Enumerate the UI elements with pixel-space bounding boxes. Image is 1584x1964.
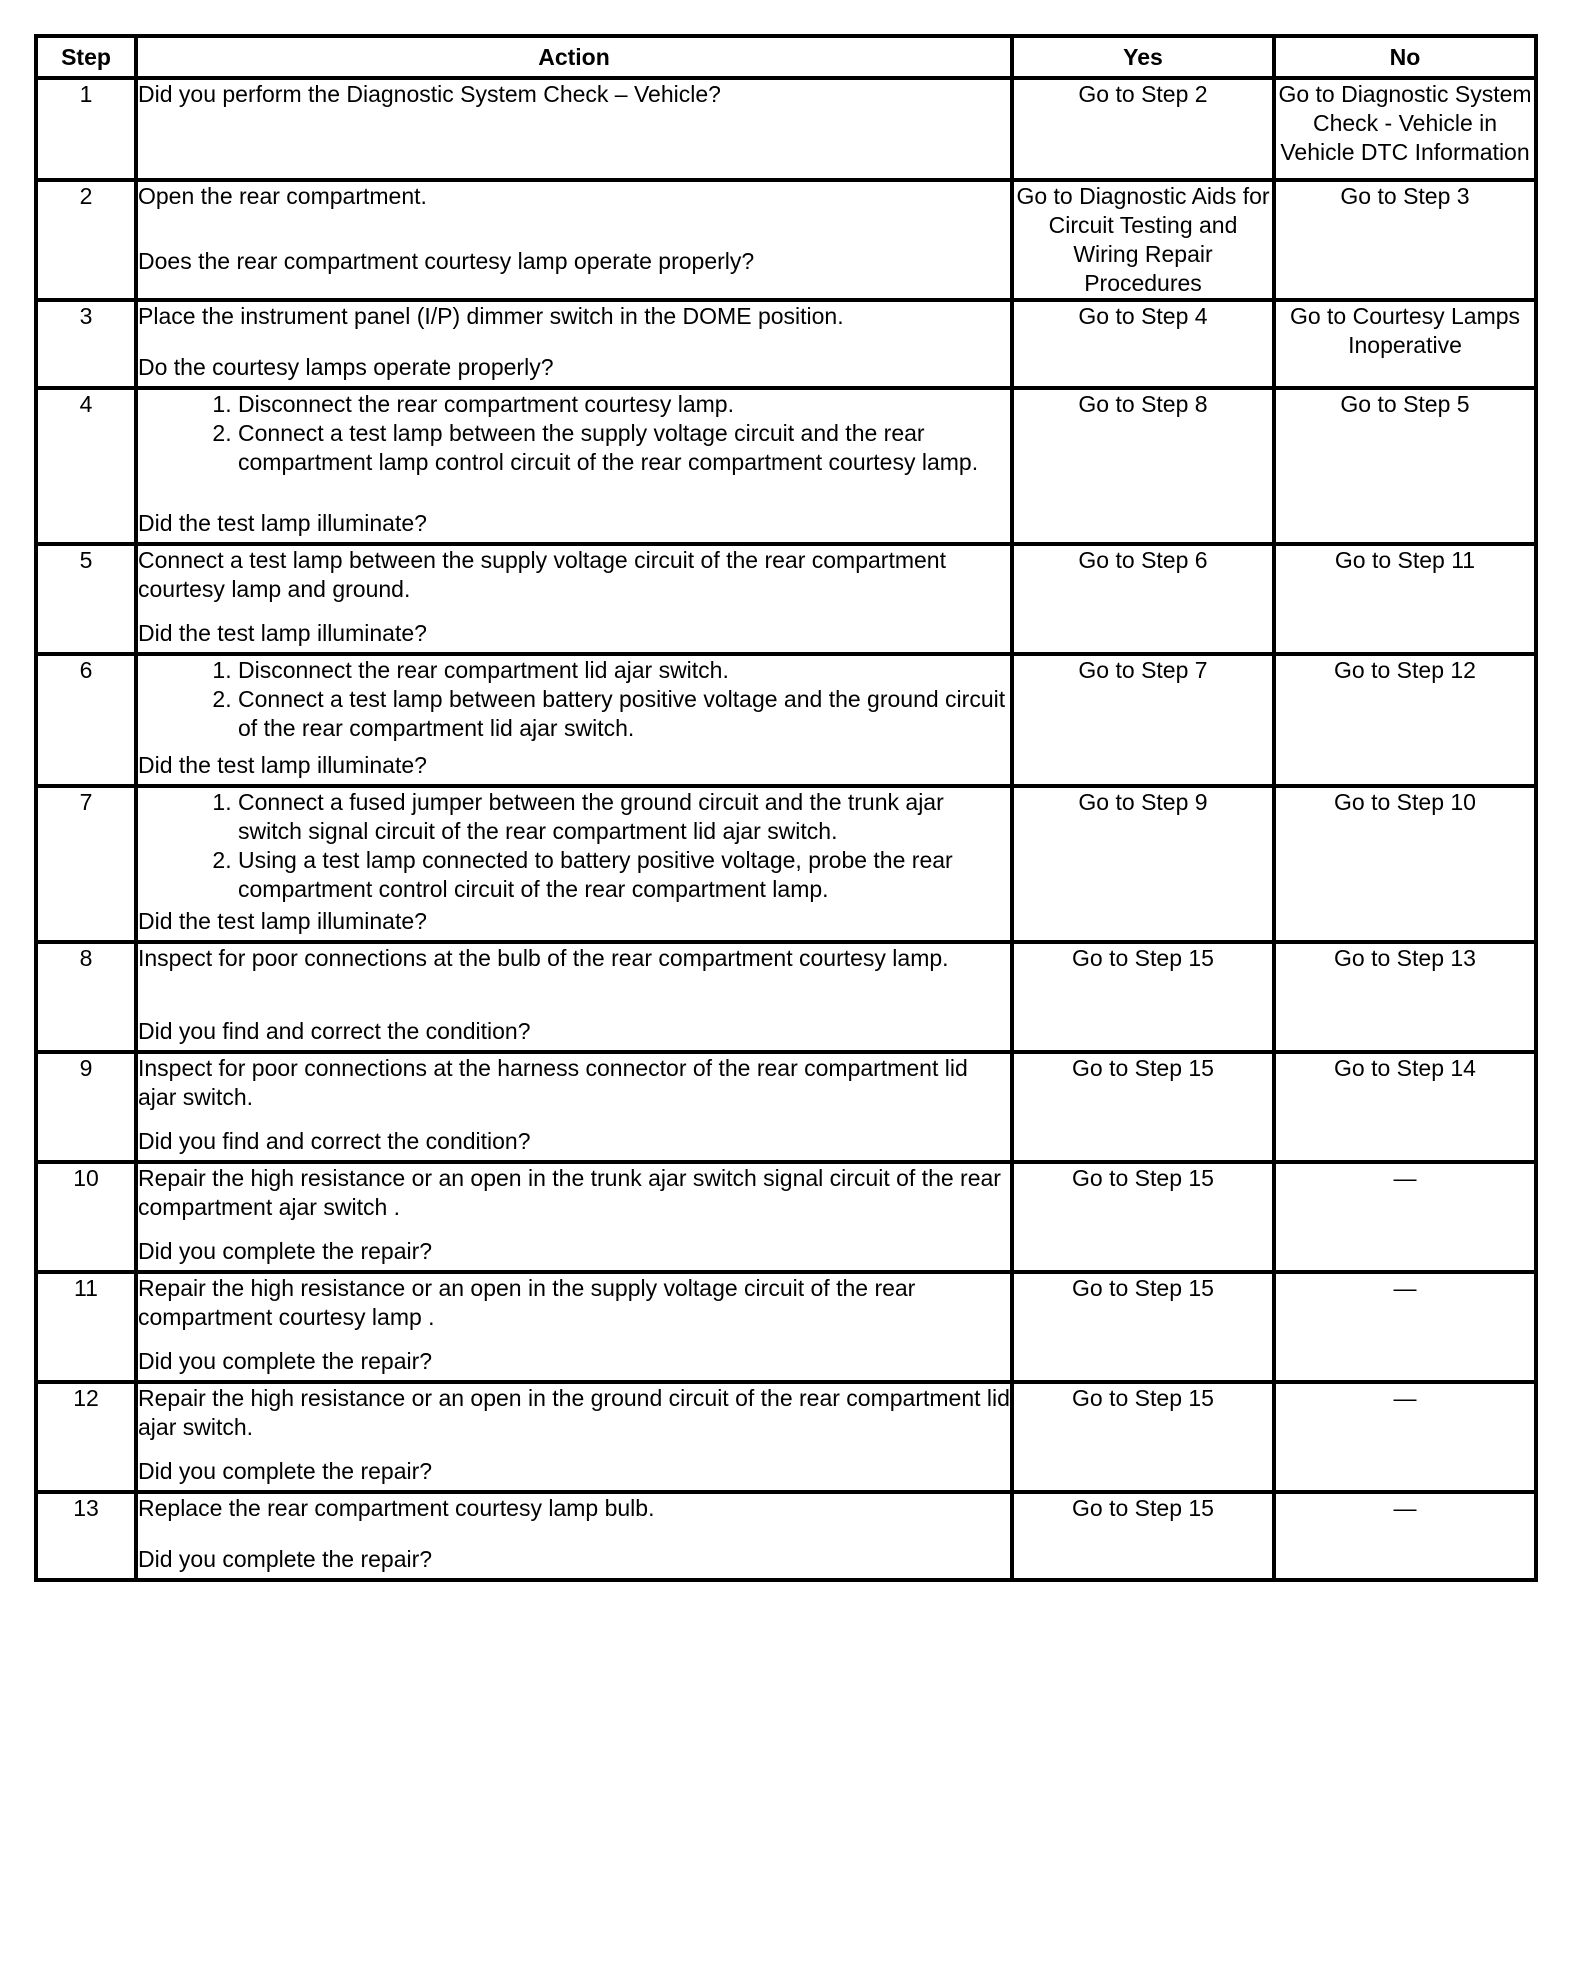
substep-item: 2. Using a test lamp connected to battery positive voltage, probe the rear compartment control circuit of the rear compartment lamp.: [238, 846, 1010, 904]
action-cell: [136, 180, 1012, 300]
action-text: Repair the high resistance or an open in the trunk ajar switch signal circuit of the rear compartment ajar switch .: [138, 1165, 1001, 1220]
action-question: Does the rear compartment courtesy lamp operate properly?: [138, 248, 755, 274]
action-substeps: [138, 656, 1010, 743]
diagnostic-table: [34, 34, 1538, 1582]
substep-item: 1. Disconnect the rear compartment lid ajar switch.: [238, 656, 1010, 685]
action-instructions: [138, 788, 1010, 904]
table-row: [36, 300, 1536, 388]
action-cell: [136, 1382, 1012, 1492]
yes-result: Go to Step 15: [1012, 1382, 1274, 1492]
action-cell: [136, 942, 1012, 1052]
step-number: 1: [36, 78, 136, 180]
no-result: Go to Step 13: [1274, 942, 1536, 1052]
yes-result: Go to Step 15: [1012, 1052, 1274, 1162]
header-action: Action: [136, 36, 1012, 78]
table-row: [36, 1272, 1536, 1382]
action-text: Repair the high resistance or an open in the supply voltage circuit of the rear compartment courtesy lamp .: [138, 1275, 916, 1330]
step-number: 6: [36, 654, 136, 786]
action-question: Did the test lamp illuminate?: [138, 620, 427, 646]
action-cell: [136, 654, 1012, 786]
table-row: [36, 1162, 1536, 1272]
no-result: —: [1274, 1272, 1536, 1382]
no-result: —: [1274, 1382, 1536, 1492]
table-row: [36, 1382, 1536, 1492]
action-substeps: [138, 788, 1010, 904]
step-number: 13: [36, 1492, 136, 1580]
header-step: Step: [36, 36, 136, 78]
action-question: Did the test lamp illuminate?: [138, 510, 427, 536]
no-result: Go to Courtesy Lamps Inoperative: [1274, 300, 1536, 388]
action-instructions: [138, 656, 1010, 743]
no-result: Go to Step 10: [1274, 786, 1536, 942]
step-number: 3: [36, 300, 136, 388]
no-result: Go to Step 3: [1274, 180, 1536, 300]
step-number: 4: [36, 388, 136, 544]
no-result: Go to Step 11: [1274, 544, 1536, 654]
action-cell: [136, 1052, 1012, 1162]
yes-result: Go to Step 9: [1012, 786, 1274, 942]
table-row: [36, 544, 1536, 654]
action-instructions: [138, 546, 1010, 604]
action-cell: [136, 1162, 1012, 1272]
action-text: Open the rear compartment.: [138, 183, 427, 209]
header-yes: Yes: [1012, 36, 1274, 78]
action-question: Did you complete the repair?: [138, 1458, 433, 1484]
action-instructions: [138, 1494, 1010, 1523]
action-question: Did you complete the repair?: [138, 1546, 433, 1572]
yes-result: Go to Step 2: [1012, 78, 1274, 180]
action-question: Did you complete the repair?: [138, 1238, 433, 1264]
yes-result: Go to Step 7: [1012, 654, 1274, 786]
action-instructions: [138, 390, 1010, 477]
header-row: [36, 36, 1536, 78]
action-text: Replace the rear compartment courtesy lamp bulb.: [138, 1495, 655, 1521]
action-cell: [136, 388, 1012, 544]
header-no: No: [1274, 36, 1536, 78]
action-text: Connect a test lamp between the supply voltage circuit of the rear compartment courtesy lamp and ground.: [138, 547, 946, 602]
action-text: Repair the high resistance or an open in the ground circuit of the rear compartment lid ajar switch.: [138, 1385, 1010, 1440]
substep-item: 2. Connect a test lamp between battery positive voltage and the ground circuit of the rear compartment lid ajar switch.: [238, 685, 1010, 743]
action-text: Did you perform the Diagnostic System Check – Vehicle?: [138, 81, 721, 107]
yes-result: Go to Step 15: [1012, 1162, 1274, 1272]
step-number: 8: [36, 942, 136, 1052]
yes-result: Go to Step 15: [1012, 1492, 1274, 1580]
step-number: 12: [36, 1382, 136, 1492]
yes-result: Go to Step 15: [1012, 1272, 1274, 1382]
table-row: [36, 942, 1536, 1052]
action-instructions: [138, 80, 1010, 109]
table-row: [36, 78, 1536, 180]
table-row: [36, 180, 1536, 300]
table-row: [36, 1492, 1536, 1580]
step-number: 10: [36, 1162, 136, 1272]
action-question: Did you complete the repair?: [138, 1348, 433, 1374]
action-cell: [136, 78, 1012, 180]
substep-item: 2. Connect a test lamp between the supply voltage circuit and the rear compartment lamp control circuit of the rear compartment courtesy lamp.: [238, 419, 1010, 477]
action-instructions: [138, 1164, 1010, 1222]
action-substeps: [138, 390, 1010, 477]
yes-result: Go to Step 6: [1012, 544, 1274, 654]
table-row: [36, 388, 1536, 544]
action-instructions: [138, 302, 1010, 331]
action-cell: [136, 1272, 1012, 1382]
action-question: Did you find and correct the condition?: [138, 1128, 531, 1154]
action-instructions: [138, 1274, 1010, 1332]
table-row: [36, 786, 1536, 942]
action-question: Did the test lamp illuminate?: [138, 908, 427, 934]
action-instructions: [138, 1054, 1010, 1112]
no-result: —: [1274, 1492, 1536, 1580]
table-row: [36, 654, 1536, 786]
no-result: —: [1274, 1162, 1536, 1272]
yes-result: Go to Diagnostic Aids for Circuit Testing and Wiring Repair Procedures: [1012, 180, 1274, 300]
no-result: Go to Step 5: [1274, 388, 1536, 544]
action-text: Inspect for poor connections at the bulb of the rear compartment courtesy lamp.: [138, 945, 949, 971]
action-question: Did you find and correct the condition?: [138, 1018, 531, 1044]
action-cell: [136, 786, 1012, 942]
step-number: 5: [36, 544, 136, 654]
table-row: [36, 1052, 1536, 1162]
substep-item: 1. Disconnect the rear compartment courtesy lamp.: [238, 390, 1010, 419]
action-text: Place the instrument panel (I/P) dimmer switch in the DOME position.: [138, 303, 844, 329]
step-number: 11: [36, 1272, 136, 1382]
yes-result: Go to Step 15: [1012, 942, 1274, 1052]
action-cell: [136, 300, 1012, 388]
action-instructions: [138, 944, 1010, 973]
no-result: Go to Step 12: [1274, 654, 1536, 786]
step-number: 9: [36, 1052, 136, 1162]
yes-result: Go to Step 4: [1012, 300, 1274, 388]
yes-result: Go to Step 8: [1012, 388, 1274, 544]
step-number: 2: [36, 180, 136, 300]
substep-item: 1. Connect a fused jumper between the ground circuit and the trunk ajar switch signal circuit of the rear compartment lid ajar switch.: [238, 788, 1010, 846]
no-result: Go to Diagnostic System Check - Vehicle in Vehicle DTC Information: [1274, 78, 1536, 180]
step-number: 7: [36, 786, 136, 942]
action-instructions: [138, 1384, 1010, 1442]
action-cell: [136, 1492, 1012, 1580]
action-instructions: [138, 182, 1010, 211]
action-question: Did the test lamp illuminate?: [138, 752, 427, 778]
action-cell: [136, 544, 1012, 654]
action-text: Inspect for poor connections at the harness connector of the rear compartment lid ajar switch.: [138, 1055, 968, 1110]
no-result: Go to Step 14: [1274, 1052, 1536, 1162]
action-question: Do the courtesy lamps operate properly?: [138, 354, 554, 380]
